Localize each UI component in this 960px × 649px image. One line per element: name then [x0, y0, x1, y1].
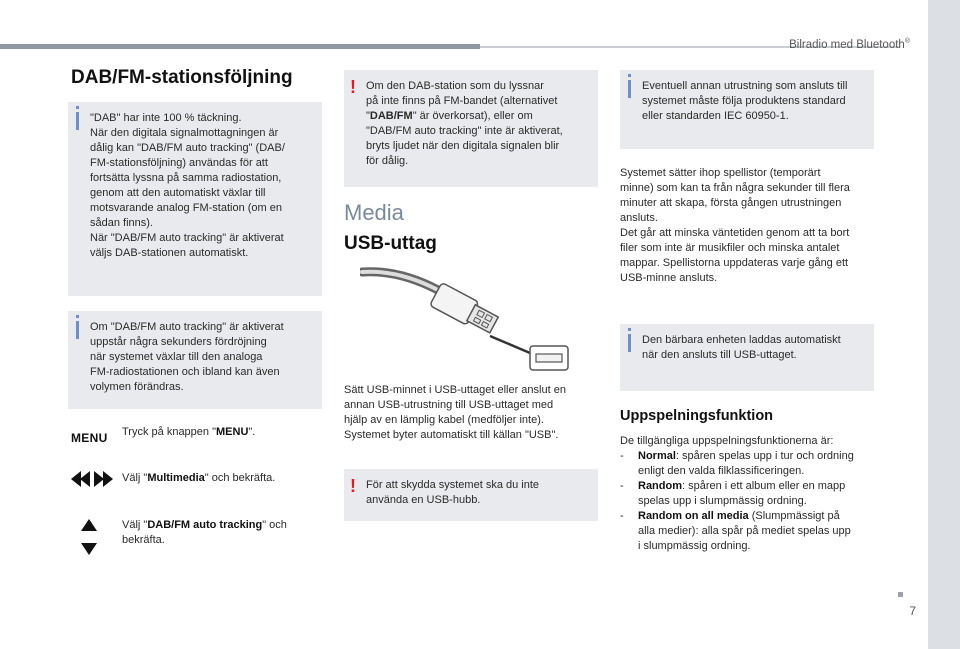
- info-box-text: Eventuell annan utrustning som ansluts till systemet måste följa produktens standard eller standarden IEC 60950-1.: [642, 80, 848, 122]
- page-number: 7: [909, 604, 916, 618]
- step-select-dab-fm: Välj "DAB/FM auto tracking" och bekräfta.: [122, 519, 287, 546]
- playback-mode-list: [620, 449, 882, 554]
- info-icon: [628, 80, 631, 98]
- info-box-dab-coverage: [68, 102, 322, 296]
- playback-heading: Uppspelningsfunktion: [620, 408, 774, 424]
- playlist-paragraph: Systemet sätter ihop spellistor (temporärt minne) som kan ta från några sekunder till flera minuter att skapa, första gången utrustningen ansluts. Det går att minska väntetiden genom att ta bort filer som inte är musikfiler och minska antalet mappar. Spellistorna uppdateras varje gång ett USB-minne ansluts.: [620, 167, 850, 284]
- info-box-iec-standard: [620, 70, 874, 149]
- up-down-arrows-icon: [81, 519, 97, 555]
- info-icon: [628, 334, 631, 352]
- info-box-text: Om "DAB/FM auto tracking" är aktiverat uppstår några sekunders fördröjning när systemet växlar till den analoga FM-radiostationen och ibland kan även volymen förändras.: [90, 321, 284, 393]
- warning-icon: !: [350, 476, 356, 496]
- list-item: - Random: spåren i ett album eller en mapp spelas upp i slumpmässig ordning.: [620, 479, 882, 509]
- info-icon: [76, 112, 79, 130]
- info-icon: [76, 321, 79, 339]
- list-item: - Random on all media (Slumpmässigt på alla medier): alla spår på mediet spelas upp i slumpmässig ordning.: [620, 509, 882, 554]
- step-select-multimedia: Välj "Multimedia" och bekräfta.: [122, 472, 276, 484]
- page-marker: [898, 592, 903, 597]
- info-box-text: Den bärbara enheten laddas automatiskt när den ansluts till USB-uttaget.: [642, 334, 841, 361]
- page-edge-strip: [928, 0, 960, 649]
- warning-box-no-fm: [344, 70, 598, 187]
- info-box-charging: [620, 324, 874, 391]
- warning-icon: !: [350, 77, 356, 97]
- info-box-text: "DAB" har inte 100 % täckning. När den digitala signalmottagningen är dålig kan "DAB/FM auto tracking" (DAB/ FM-stationsföljning) användas för att fortsätta lyssna på samma radiostation, genom att den automatiskt växlar till motsvarande analog FM-station (om en sådan finns). När "DAB/FM auto tracking" är aktiverat väljs DAB-stationen automatiskt.: [90, 112, 285, 259]
- warning-box-text: Om den DAB-station som du lyssnar på inte finns på FM-bandet (alternativet "DAB/FM" är överkorsat), eller om "DAB/FM auto tracking" inte är aktiverat, bryts ljudet när den digitala signalen blir för dålig.: [366, 80, 563, 167]
- usb-heading: USB-uttag: [344, 233, 437, 254]
- list-item: - Normal: spåren spelas upp i tur och ordning enligt den valda filklassificeringen.: [620, 449, 882, 479]
- usb-instructions: Sätt USB-minnet i USB-uttaget eller anslut en annan USB-utrustning till USB-uttaget med hjälp av en lämplig kabel (medföljer inte). Systemet byter automatiskt till källan "USB".: [344, 384, 566, 441]
- section-title: Bilradio med Bluetooth®: [789, 38, 910, 51]
- warning-box-usb-hub: [344, 469, 598, 521]
- usb-plug-illustration: [360, 258, 572, 376]
- warning-box-text: För att skydda systemet ska du inte använda en USB-hubb.: [366, 479, 540, 506]
- menu-button-icon: MENU: [71, 431, 108, 445]
- left-right-arrows-icon: [71, 471, 113, 487]
- info-box-delay: [68, 311, 322, 409]
- media-heading: Media: [344, 200, 404, 225]
- dab-fm-title: DAB/FM-stationsföljning: [71, 67, 293, 88]
- playback-modes: De tillgängliga uppspelningsfunktionerna är: - Normal: spåren spelas upp i tur och ordning enligt den valda filklassificeringen. - Random: spåren i ett album eller en mapp spelas upp i slumpmässig ordning. - Random on all media (Slumpmässigt på alla medier): alla spår på mediet spelas upp i slumpmässig ordning.: [620, 434, 882, 554]
- header-rule-dark: [0, 44, 480, 49]
- step-press-menu: Tryck på knappen "MENU".: [122, 426, 256, 438]
